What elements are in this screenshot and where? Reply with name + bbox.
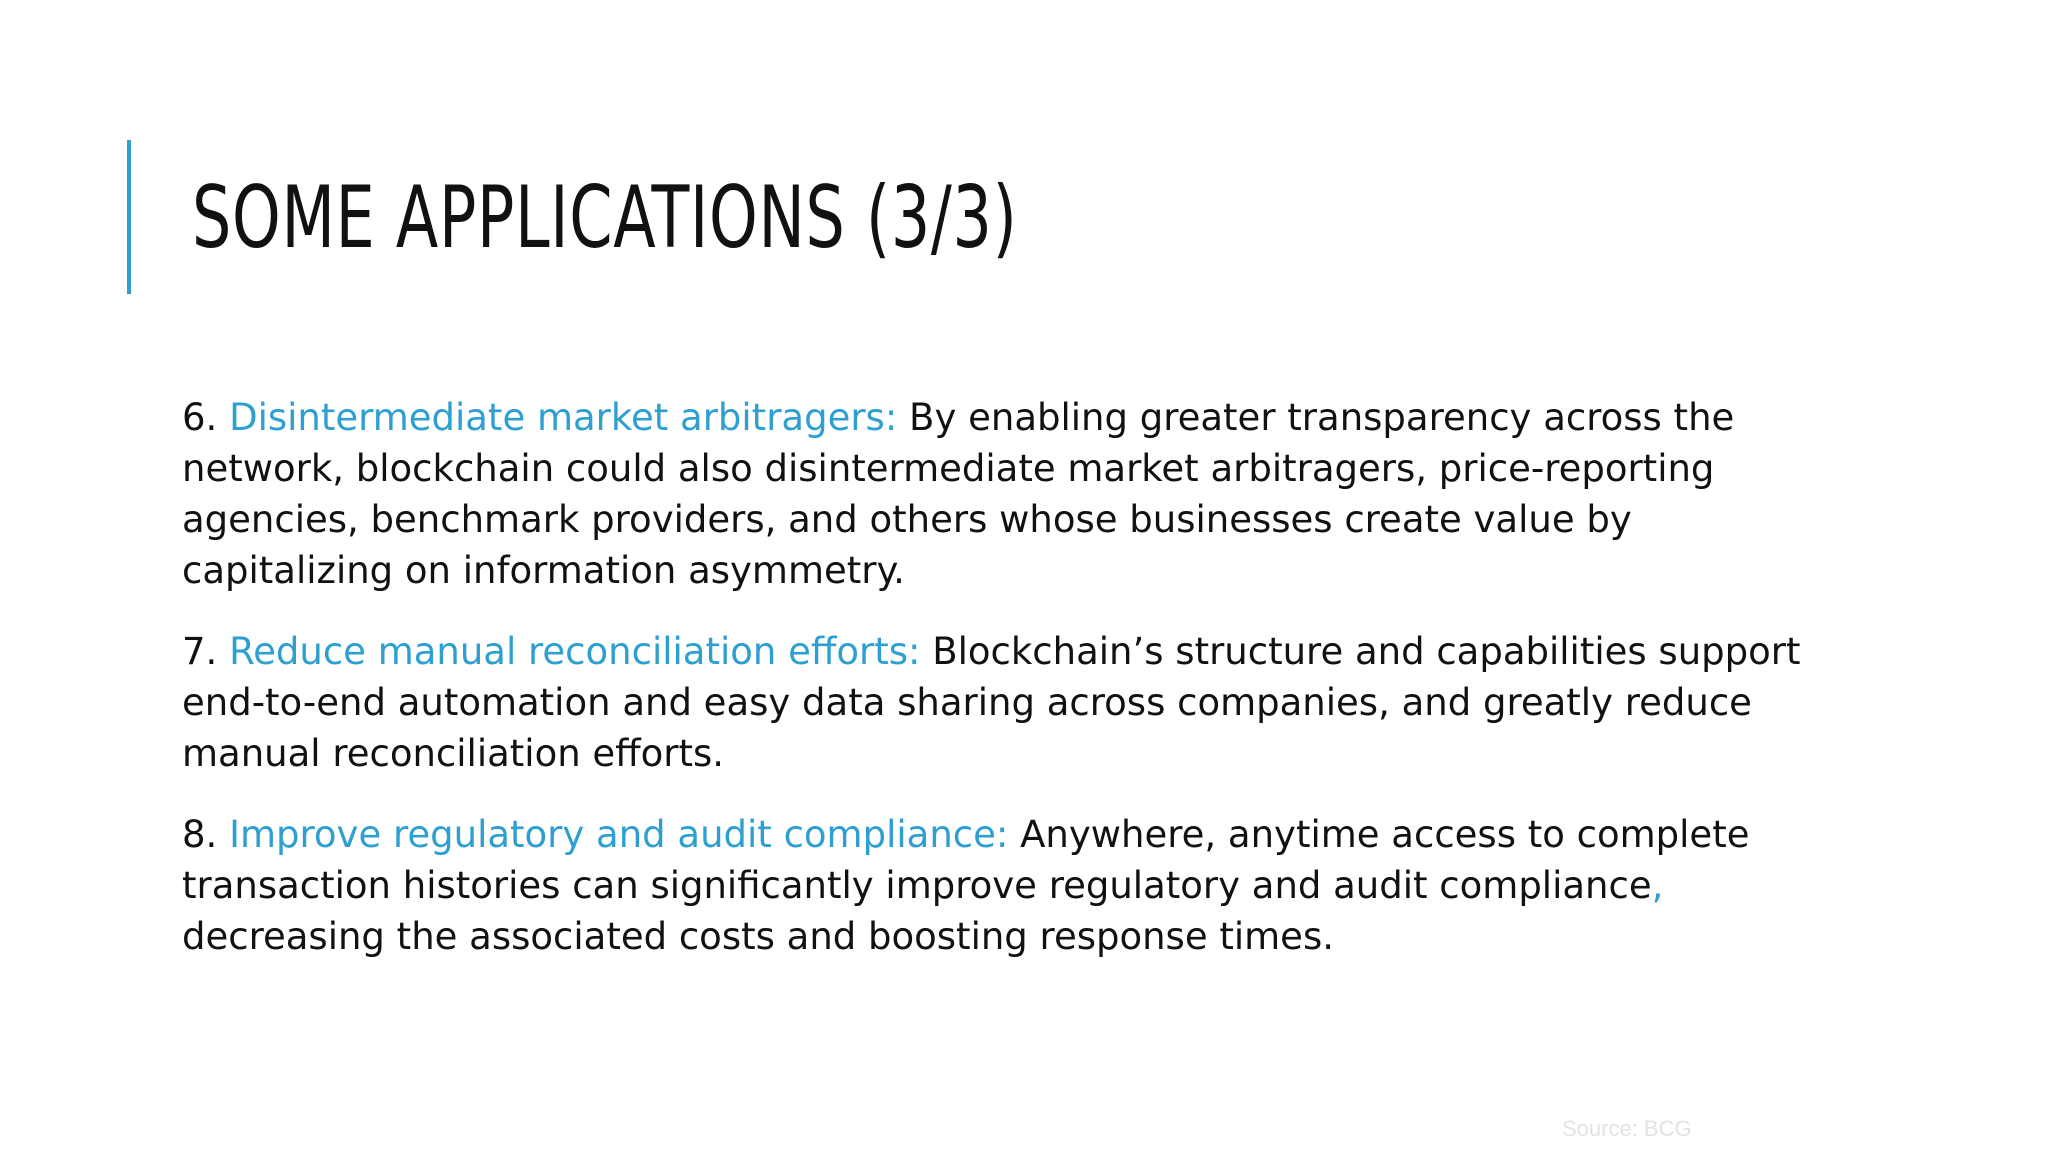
item-lead: Reduce manual reconciliation efforts: — [229, 630, 921, 673]
slide-title: SOME APPLICATIONS (3/3) — [192, 168, 1018, 268]
list-item-8 — [182, 809, 1822, 962]
item-body-end: decreasing the associated costs and boosting response times. — [182, 915, 1334, 958]
item-number: 6. — [182, 396, 230, 439]
item-number: 8. — [182, 813, 230, 856]
item-body-accent-comma: , — [1651, 864, 1664, 907]
item-lead: Disintermediate market arbitragers: — [229, 396, 898, 439]
source-note: Source: BCG — [1562, 1116, 1692, 1141]
title-accent-bar — [127, 140, 131, 294]
item-lead: Improve regulatory and audit compliance: — [229, 813, 1009, 856]
item-number: 7. — [182, 630, 230, 673]
item-body: By enabling greater transparency across the network, blockchain could also disintermediate market arbitragers, price-reporting agencies, benchmark providers, and others whose businesses create value by capitalizing on information asymmetry. — [182, 396, 1735, 592]
list-item-6 — [182, 392, 1822, 596]
slide-content — [182, 392, 1822, 992]
item-body: Blockchain’s structure and capabilities support end-to-end automation and easy data sharing across companies, and greatly reduce manual reconciliation efforts. — [182, 630, 1801, 775]
list-item-7 — [182, 626, 1822, 779]
item-body: Anywhere, anytime access to complete transaction histories can significantly improve regulatory and audit compliance — [182, 813, 1750, 907]
